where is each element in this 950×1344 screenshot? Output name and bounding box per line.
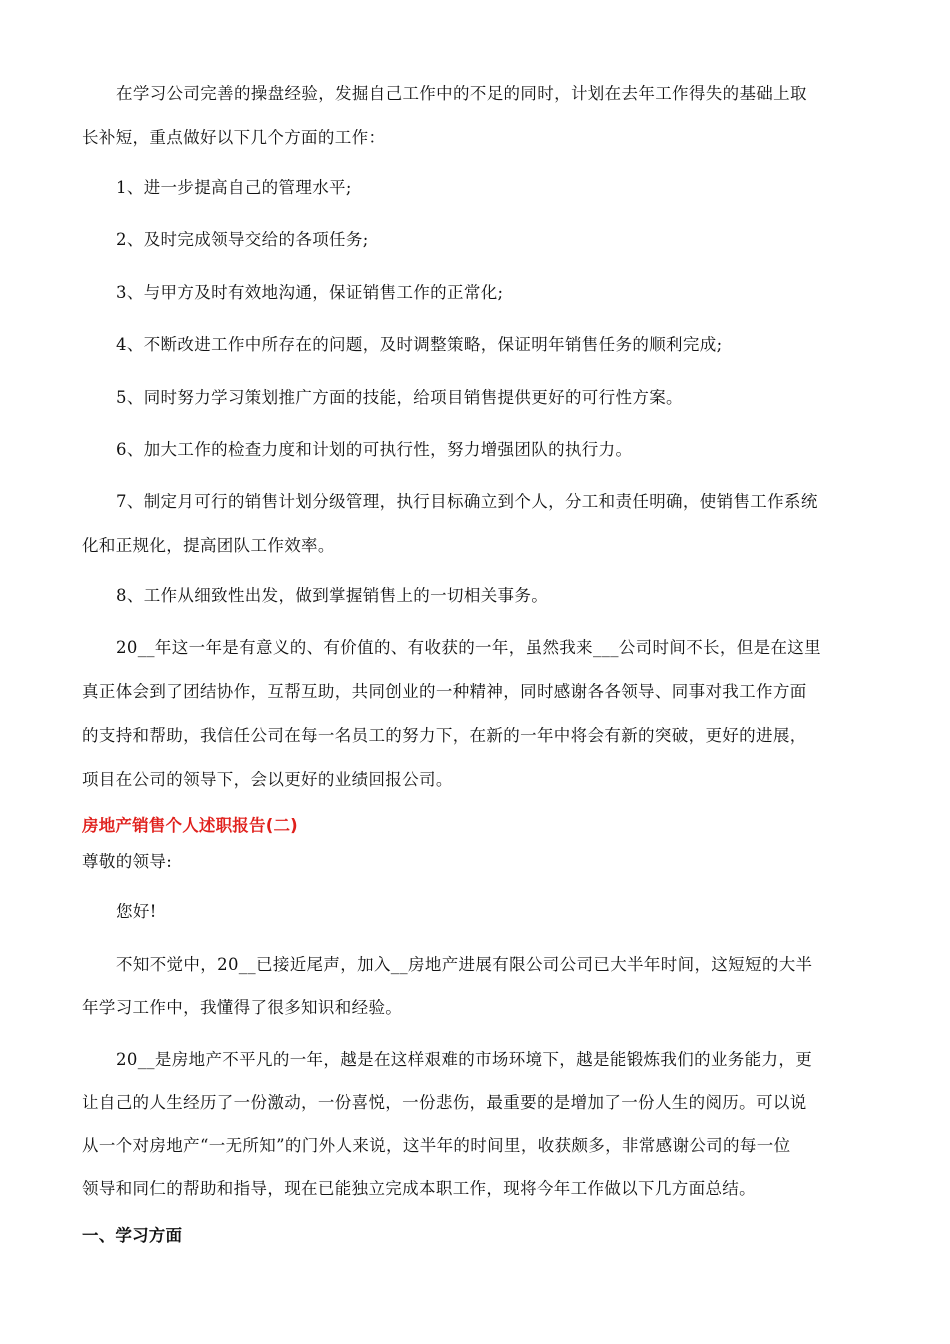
salutation: 尊敬的领导:: [82, 852, 173, 871]
section2-p2-line-3: 从一个对房地产“一无所知”的门外人来说，这半年的时间里，收获颇多，非常感谢公司的每一位: [82, 1136, 791, 1155]
intro-line-2: 长补短，重点做好以下几个方面的工作：: [82, 128, 386, 147]
section2-p2-line-4: 领导和同仁的帮助和指导，现在已能独立完成本职工作，现将今年工作做以下几方面总结。: [82, 1179, 756, 1198]
section-title: 房地产销售个人述职报告(二): [82, 816, 298, 835]
list-item-1: 1、进一步提高自己的管理水平;: [116, 178, 352, 197]
list-item-3: 3、与甲方及时有效地沟通，保证销售工作的正常化;: [116, 283, 504, 302]
list-item-7-line-1: 7、制定月可行的销售计划分级管理，执行目标确立到个人，分工和责任明确，使销售工作系统: [116, 492, 818, 511]
list-item-6: 6、加大工作的检查力度和计划的可执行性，努力增强团队的执行力。: [116, 440, 633, 459]
closing-line-3: 的支持和帮助，我信任公司在每一名员工的努力下，在新的一年中将会有新的突破，更好的进展，: [82, 726, 807, 745]
section2-p1-line-2: 年学习工作中，我懂得了很多知识和经验。: [82, 998, 403, 1017]
section2-p2-line-1: 20__是房地产不平凡的一年，越是在这样艰难的市场环境下，越是能锻炼我们的业务能力，更: [116, 1050, 813, 1069]
closing-line-4: 项目在公司的领导下，会以更好的业绩回报公司。: [82, 770, 453, 789]
greeting: 您好!: [116, 902, 157, 921]
section2-p2-line-2: 让自己的人生经历了一份激动，一份喜悦，一份悲伤，最重要的是增加了一份人生的阅历。可以说: [82, 1093, 807, 1112]
intro-line-1: 在学习公司完善的操盘经验，发掘自己工作中的不足的同时，计划在去年工作得失的基础上取: [116, 84, 807, 103]
subheading-study: 一、学习方面: [82, 1226, 183, 1245]
closing-line-1: 20__年这一年是有意义的、有价值的、有收获的一年，虽然我来___公司时间不长，但是在这里: [116, 638, 821, 657]
list-item-7-line-2: 化和正规化，提高团队工作效率。: [82, 536, 335, 555]
list-item-2: 2、及时完成领导交给的各项任务;: [116, 230, 369, 249]
closing-line-2: 真正体会到了团结协作，互帮互助，共同创业的一种精神，同时感谢各各领导、同事对我工作方面: [82, 682, 807, 701]
list-item-4: 4、不断改进工作中所存在的问题，及时调整策略，保证明年销售任务的顺利完成;: [116, 335, 723, 354]
section2-p1-line-1: 不知不觉中，20__已接近尾声，加入__房地产进展有限公司公司已大半年时间，这短短的大半: [116, 955, 813, 974]
list-item-8: 8、工作从细致性出发，做到掌握销售上的一切相关事务。: [116, 586, 549, 605]
list-item-5: 5、同时努力学习策划推广方面的技能，给项目销售提供更好的可行性方案。: [116, 388, 683, 407]
